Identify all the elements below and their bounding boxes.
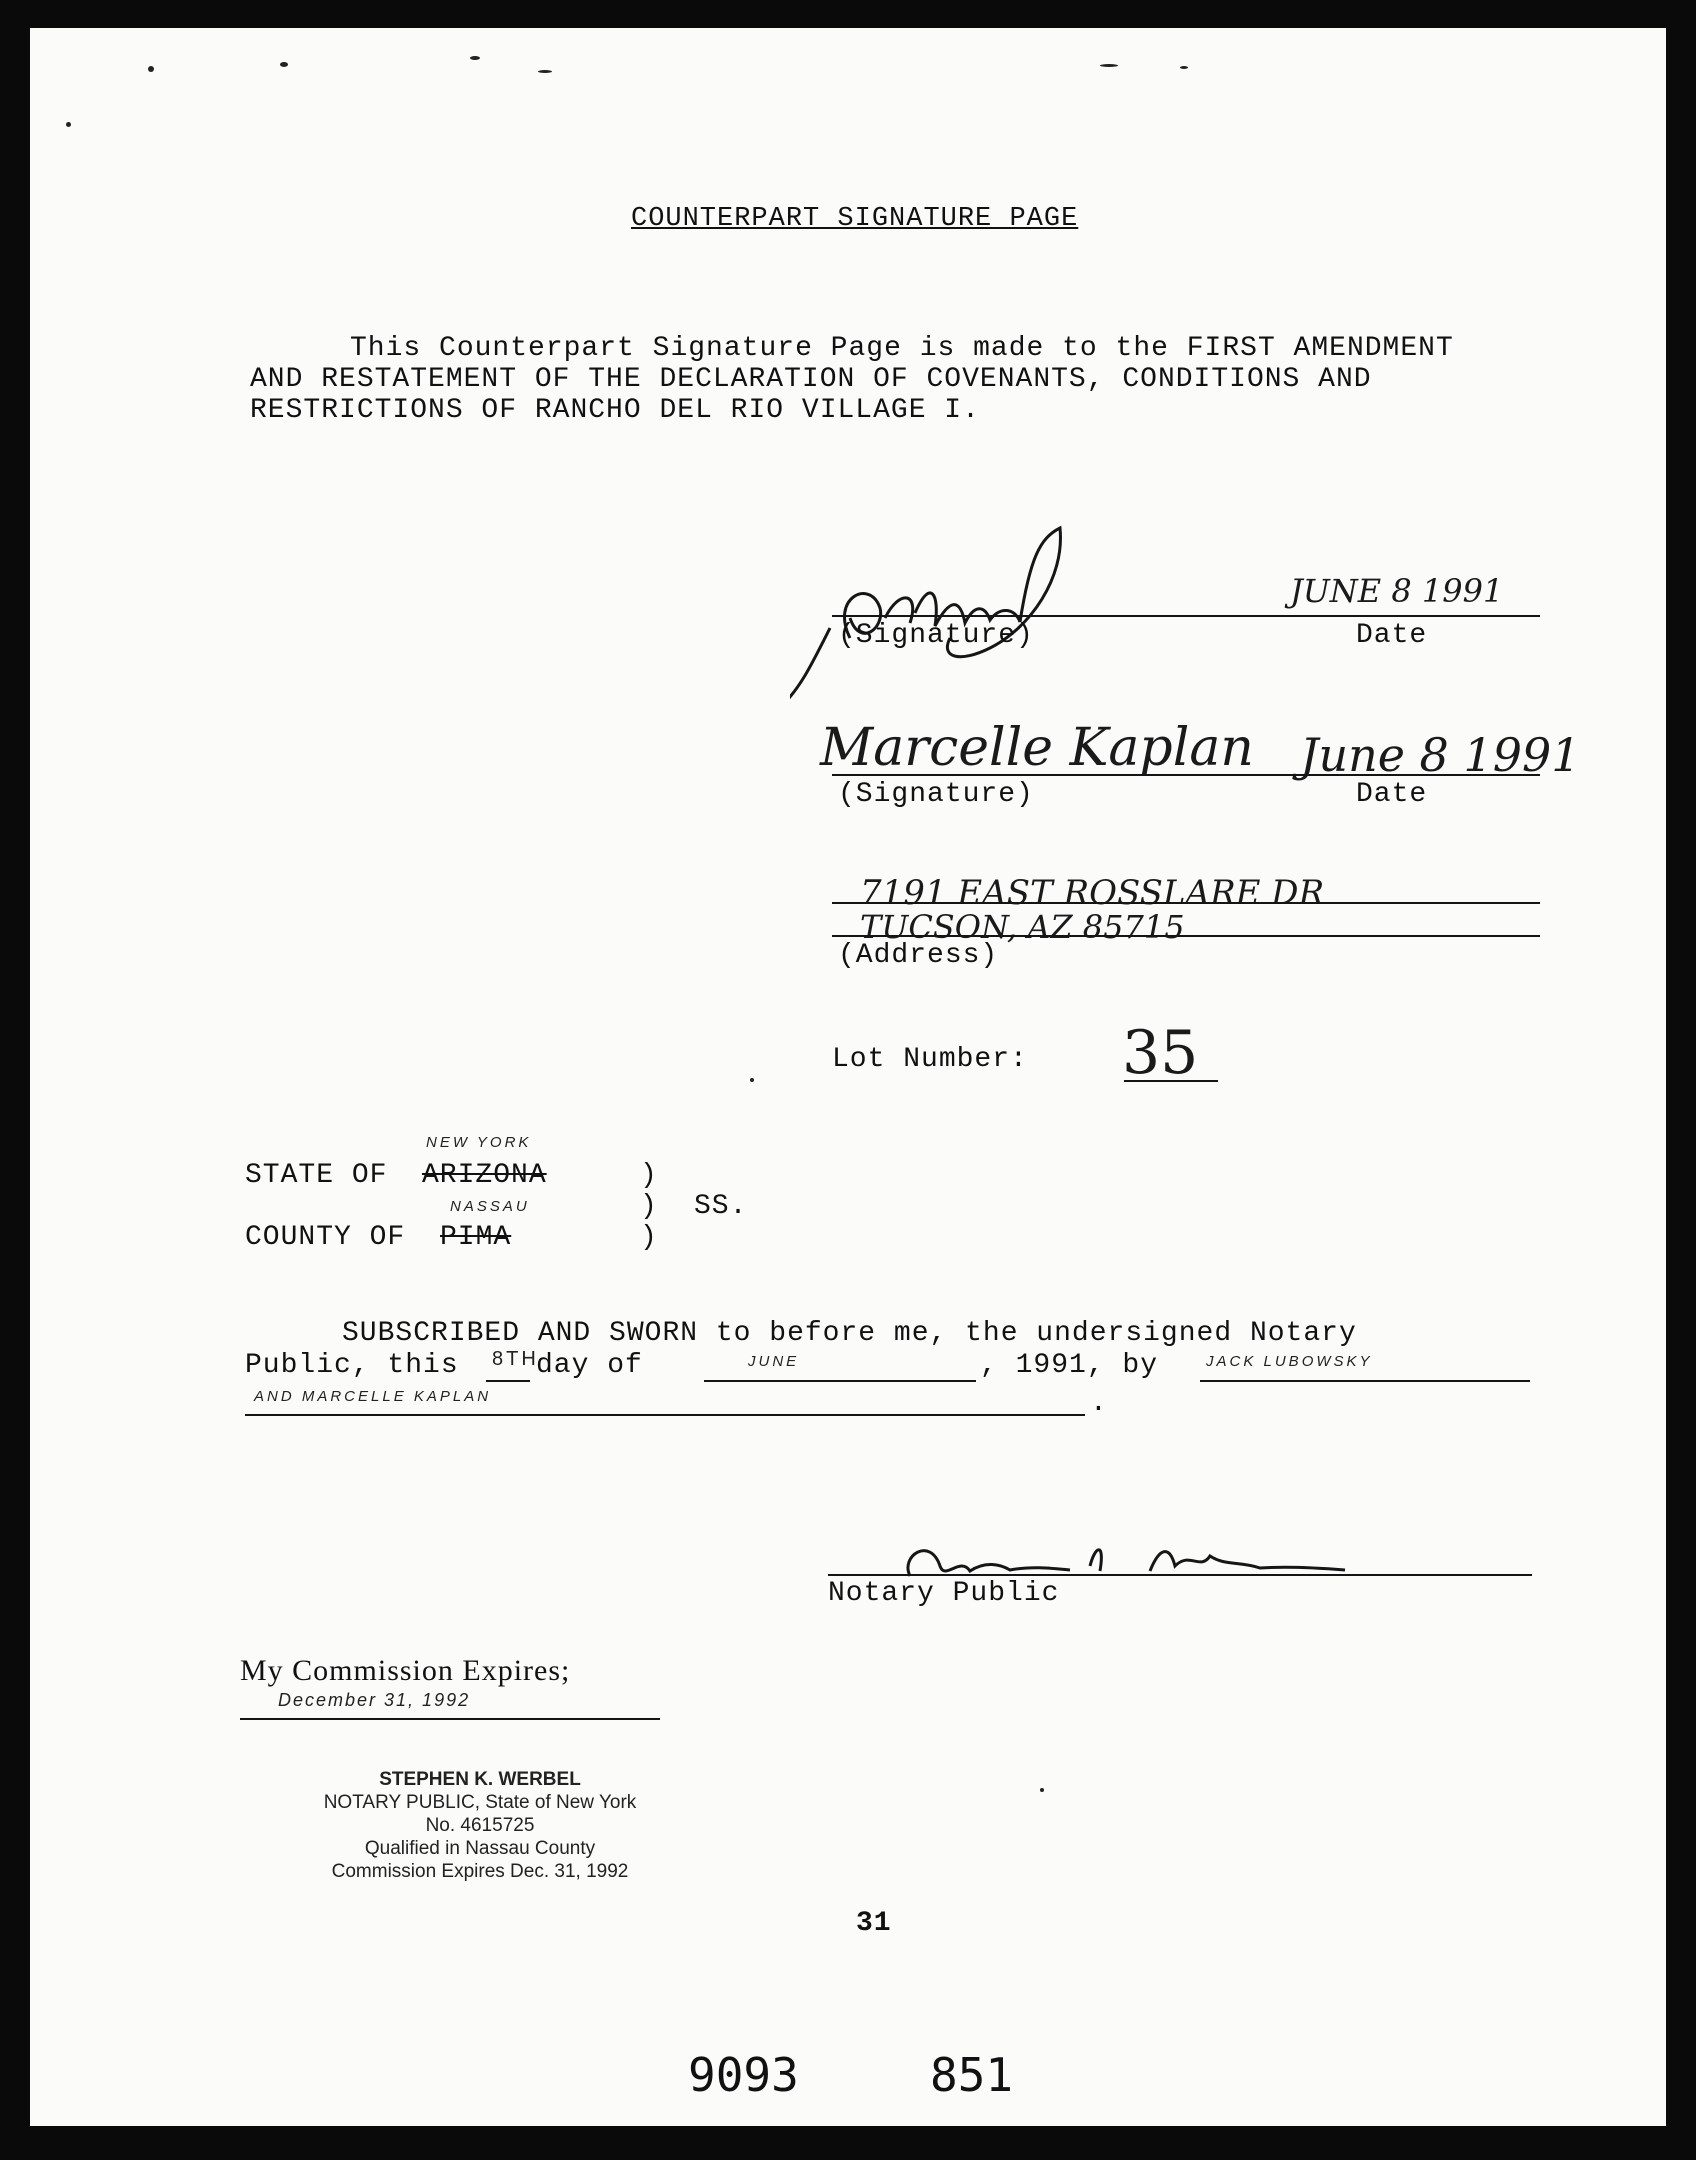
venue-bracket-2: ): [640, 1191, 658, 1222]
scan-speck: [1100, 64, 1118, 67]
scan-speck: [750, 1078, 754, 1082]
stamp-line-5: Commission Expires Dec. 31, 1992: [331, 1861, 629, 1882]
docket-number-left: 9093: [688, 2048, 799, 2102]
signature-2-label: (Signature): [838, 779, 1034, 810]
notary-label: Notary Public: [828, 1578, 1060, 1609]
scan-speck: [1180, 66, 1188, 69]
signature-2-date-value: June 8 1991: [1300, 728, 1581, 782]
jurat-names-line-2: AND MARCELLE KAPLAN: [254, 1388, 492, 1405]
county-struck: PIMA: [440, 1222, 512, 1253]
stamp-line-3: No. 4615725: [425, 1815, 535, 1836]
jurat-month-value: JUNE: [748, 1353, 800, 1370]
jurat-line-1: SUBSCRIBED AND SWORN to before me, the undersigned Notary: [342, 1318, 1357, 1349]
signature-2-line: [832, 774, 1540, 776]
signature-2-date-label: Date: [1356, 779, 1428, 810]
ss-label: SS.: [694, 1191, 748, 1222]
lot-number-rule: [1124, 1080, 1218, 1082]
intro-line-1: This Counterpart Signature Page is made to the FIRST AMENDMENT: [350, 333, 1454, 364]
address-line-2: TUCSON, AZ 85715: [860, 908, 1185, 946]
jurat-day-rule: [486, 1380, 530, 1382]
notary-signature-line: [828, 1574, 1532, 1576]
commission-rule: [240, 1718, 660, 1720]
jurat-public-this: Public, this: [245, 1350, 459, 1381]
signature-1-scrawl: [790, 498, 1210, 708]
address-line-1-rule: [832, 902, 1540, 904]
docket-number-right: 851: [930, 2048, 1014, 2102]
stamp-line-2: NOTARY PUBLIC, State of New York: [323, 1792, 637, 1813]
jurat-day-value: 8TH: [492, 1348, 539, 1370]
scan-speck: [470, 56, 480, 60]
document-page: [30, 28, 1666, 2126]
stamp-name: STEPHEN K. WERBEL: [379, 1769, 581, 1790]
county-handwritten: NASSAU: [450, 1198, 530, 1215]
venue-bracket-1: ): [640, 1160, 658, 1191]
address-label: (Address): [838, 940, 999, 971]
commission-label: My Commission Expires;: [240, 1654, 571, 1687]
page-title: COUNTERPART SIGNATURE PAGE: [631, 204, 1079, 234]
state-struck: ARIZONA: [422, 1160, 547, 1191]
intro-line-2: AND RESTATEMENT OF THE DECLARATION OF COVENANTS, CONDITIONS AND: [250, 364, 1372, 395]
address-line-2-rule: [832, 935, 1540, 937]
intro-line-3: RESTRICTIONS OF RANCHO DEL RIO VILLAGE I.: [250, 395, 980, 426]
signature-2-name: Marcelle Kaplan: [820, 718, 1254, 778]
venue-bracket-3: ): [640, 1222, 658, 1253]
jurat-day-of: day of: [536, 1350, 643, 1381]
signature-1-label: (Signature): [838, 620, 1034, 651]
lot-number-label: Lot Number:: [832, 1044, 1028, 1075]
scan-speck: [1040, 1788, 1044, 1792]
jurat-period: .: [1090, 1388, 1108, 1419]
lot-number-value: 35: [1122, 1018, 1199, 1088]
scan-speck: [538, 70, 552, 73]
state-handwritten: NEW YORK: [426, 1134, 532, 1151]
scan-speck: [280, 62, 288, 67]
scan-speck: [66, 122, 71, 127]
page-number: 31: [856, 1908, 892, 1939]
jurat-year-by: , 1991, by: [980, 1350, 1159, 1381]
signature-1-line: [832, 615, 1540, 617]
jurat-month-rule: [704, 1380, 976, 1382]
notary-stamp: [270, 1768, 690, 1883]
signature-1-date-label: Date: [1356, 620, 1428, 651]
scan-speck: [148, 66, 154, 72]
state-label: STATE OF: [245, 1160, 388, 1191]
address-line-1: 7191 EAST ROSSLARE DR: [860, 873, 1325, 913]
signature-1-date-value: JUNE 8 1991: [1290, 572, 1504, 610]
jurat-names-rule-2: [245, 1414, 1085, 1416]
jurat-names-line-1: JACK LUBOWSKY: [1206, 1353, 1373, 1370]
jurat-names-rule-1: [1200, 1380, 1530, 1382]
county-label: COUNTY OF: [245, 1222, 406, 1253]
stamp-line-4: Qualified in Nassau County: [364, 1838, 596, 1859]
commission-value: December 31, 1992: [278, 1690, 471, 1710]
